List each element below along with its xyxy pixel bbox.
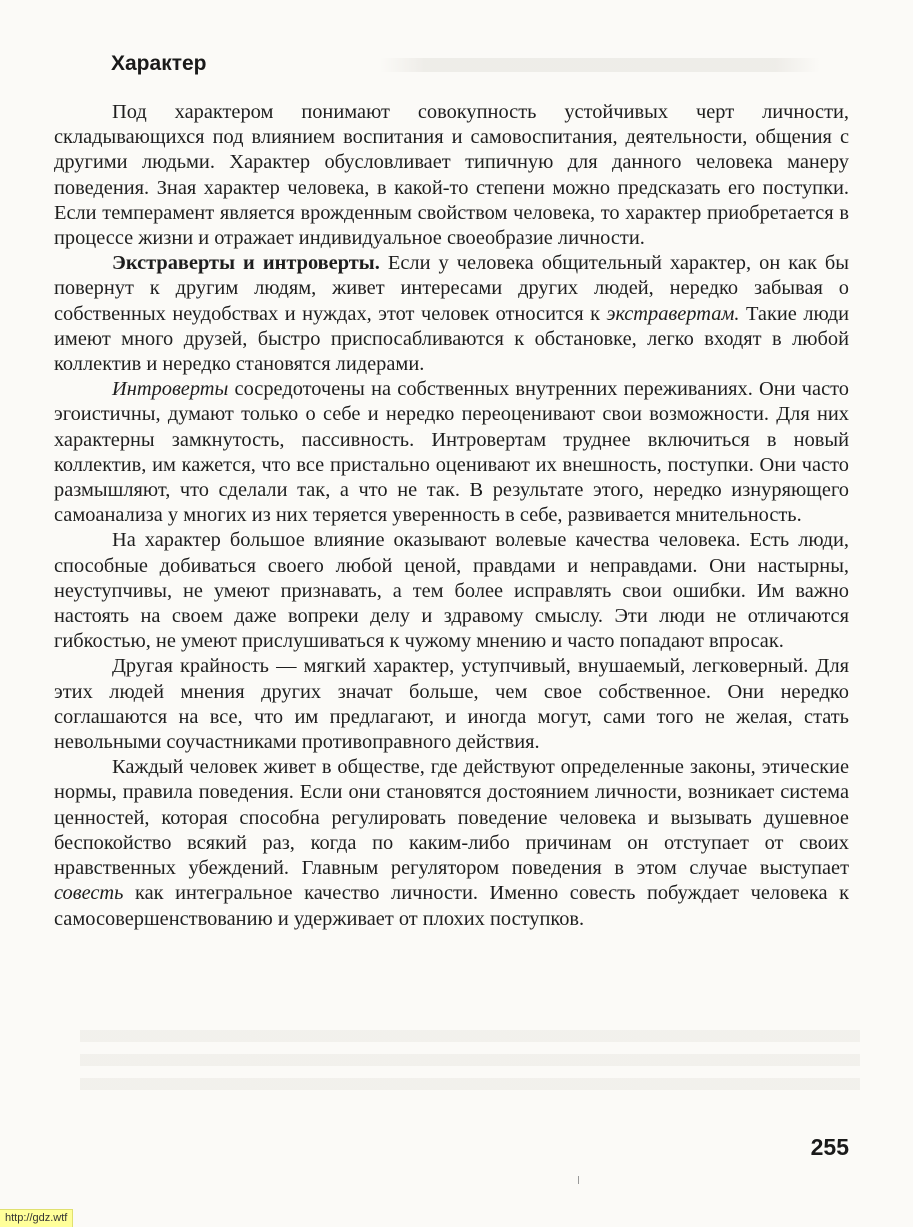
print-mark xyxy=(578,1176,579,1184)
text-run: Под характером понимают совокупность устойчивых черт личности, складывающихся под влиянием воспитания и самовоспитания, деятельности, общения с другими людьми. Характер обусловливает типичную для данного человека манеру поведения. Зная характер человека, в какой-то степени можно предсказать его поступки. Если темперамент является врожденным свойством человека, то характер приобретается в процессе жизни и отражает индивидуальное своеобразие личности. xyxy=(54,101,849,250)
paragraph xyxy=(54,528,849,654)
italic-term: совесть xyxy=(54,882,124,905)
paragraph xyxy=(54,377,849,528)
text-run: Такие люди имеют много друзей, быстро приспосабливаются к обстановке, легко входят в любой коллектив и нередко становятся лидерами. xyxy=(54,302,849,376)
paragraph xyxy=(54,755,849,931)
paragraph xyxy=(54,654,849,755)
watermark-link[interactable]: http://gdz.wtf xyxy=(0,1209,73,1227)
italic-term: Интроверты xyxy=(112,378,229,401)
text-run: сосредоточены на собственных внутренних переживаниях. Они часто эгоистичны, думают только о себе и нередко переоценивают свои возможности. Для них характерны замкнутость, пассивность. Интровертам труднее включиться в новый коллектив, им кажется, что все пристально оценивают их внешность, поступки. Они часто размышляют, что сделали так, а что не так. В результате этого, нередко изнуряющего самоанализа у многих из них теряется уверенность в себе, развивается мнительность. xyxy=(54,378,849,527)
section-heading: Характер xyxy=(111,52,207,75)
text-run: Если у человека общительный характер, он как бы повернут к другим людям, живет интересами других людей, нередко забывая о собственных неудобствах и нуждах, этот человек относится к xyxy=(54,252,849,325)
bleed-through-shadow xyxy=(80,1030,860,1100)
body-text xyxy=(54,100,849,932)
italic-term: экстравертам. xyxy=(606,302,740,325)
bleed-through-shadow xyxy=(380,58,820,72)
text-run: Каждый человек живет в обществе, где действуют определенные законы, этические нормы, правила поведения. Если они становятся достоянием личности, возникает система ценностей, которая способна регулировать поведение человека и вызывать душевное беспокойство всякий раз, когда по каким-либо причинам он отступает от своих нравственных убеждений. Главным регулятором поведения в этом случае выступает xyxy=(54,756,849,880)
text-run: На характер большое влияние оказывают волевые качества человека. Есть люди, способные добиваться своего любой ценой, правдами и неправдами. Они настырны, неуступчивы, не умеют признавать, а тем более исправлять свои ошибки. Им важно настоять на своем даже вопреки делу и здравому смыслу. Эти люди не отличаются гибкостью, не умеют прислушиваться к чужому мнению и часто попадают впросак. xyxy=(54,529,849,653)
paragraph xyxy=(54,251,849,377)
paragraph xyxy=(54,100,849,251)
page-number: 255 xyxy=(810,1134,849,1160)
bold-term: Экстраверты и интроверты. xyxy=(112,252,380,275)
text-run: Другая крайность — мягкий характер, уступчивый, внушаемый, легковерный. Для этих людей мнения других значат больше, чем свое собственное. Они нередко соглашаются на все, что им предлагают, и иногда могут, сами того не желая, стать невольными соучастниками противоправного действия. xyxy=(54,655,849,754)
text-run: как интегральное качество личности. Именно совесть побуждает человека к самосовершенствованию и удерживает от плохих поступков. xyxy=(54,882,849,930)
